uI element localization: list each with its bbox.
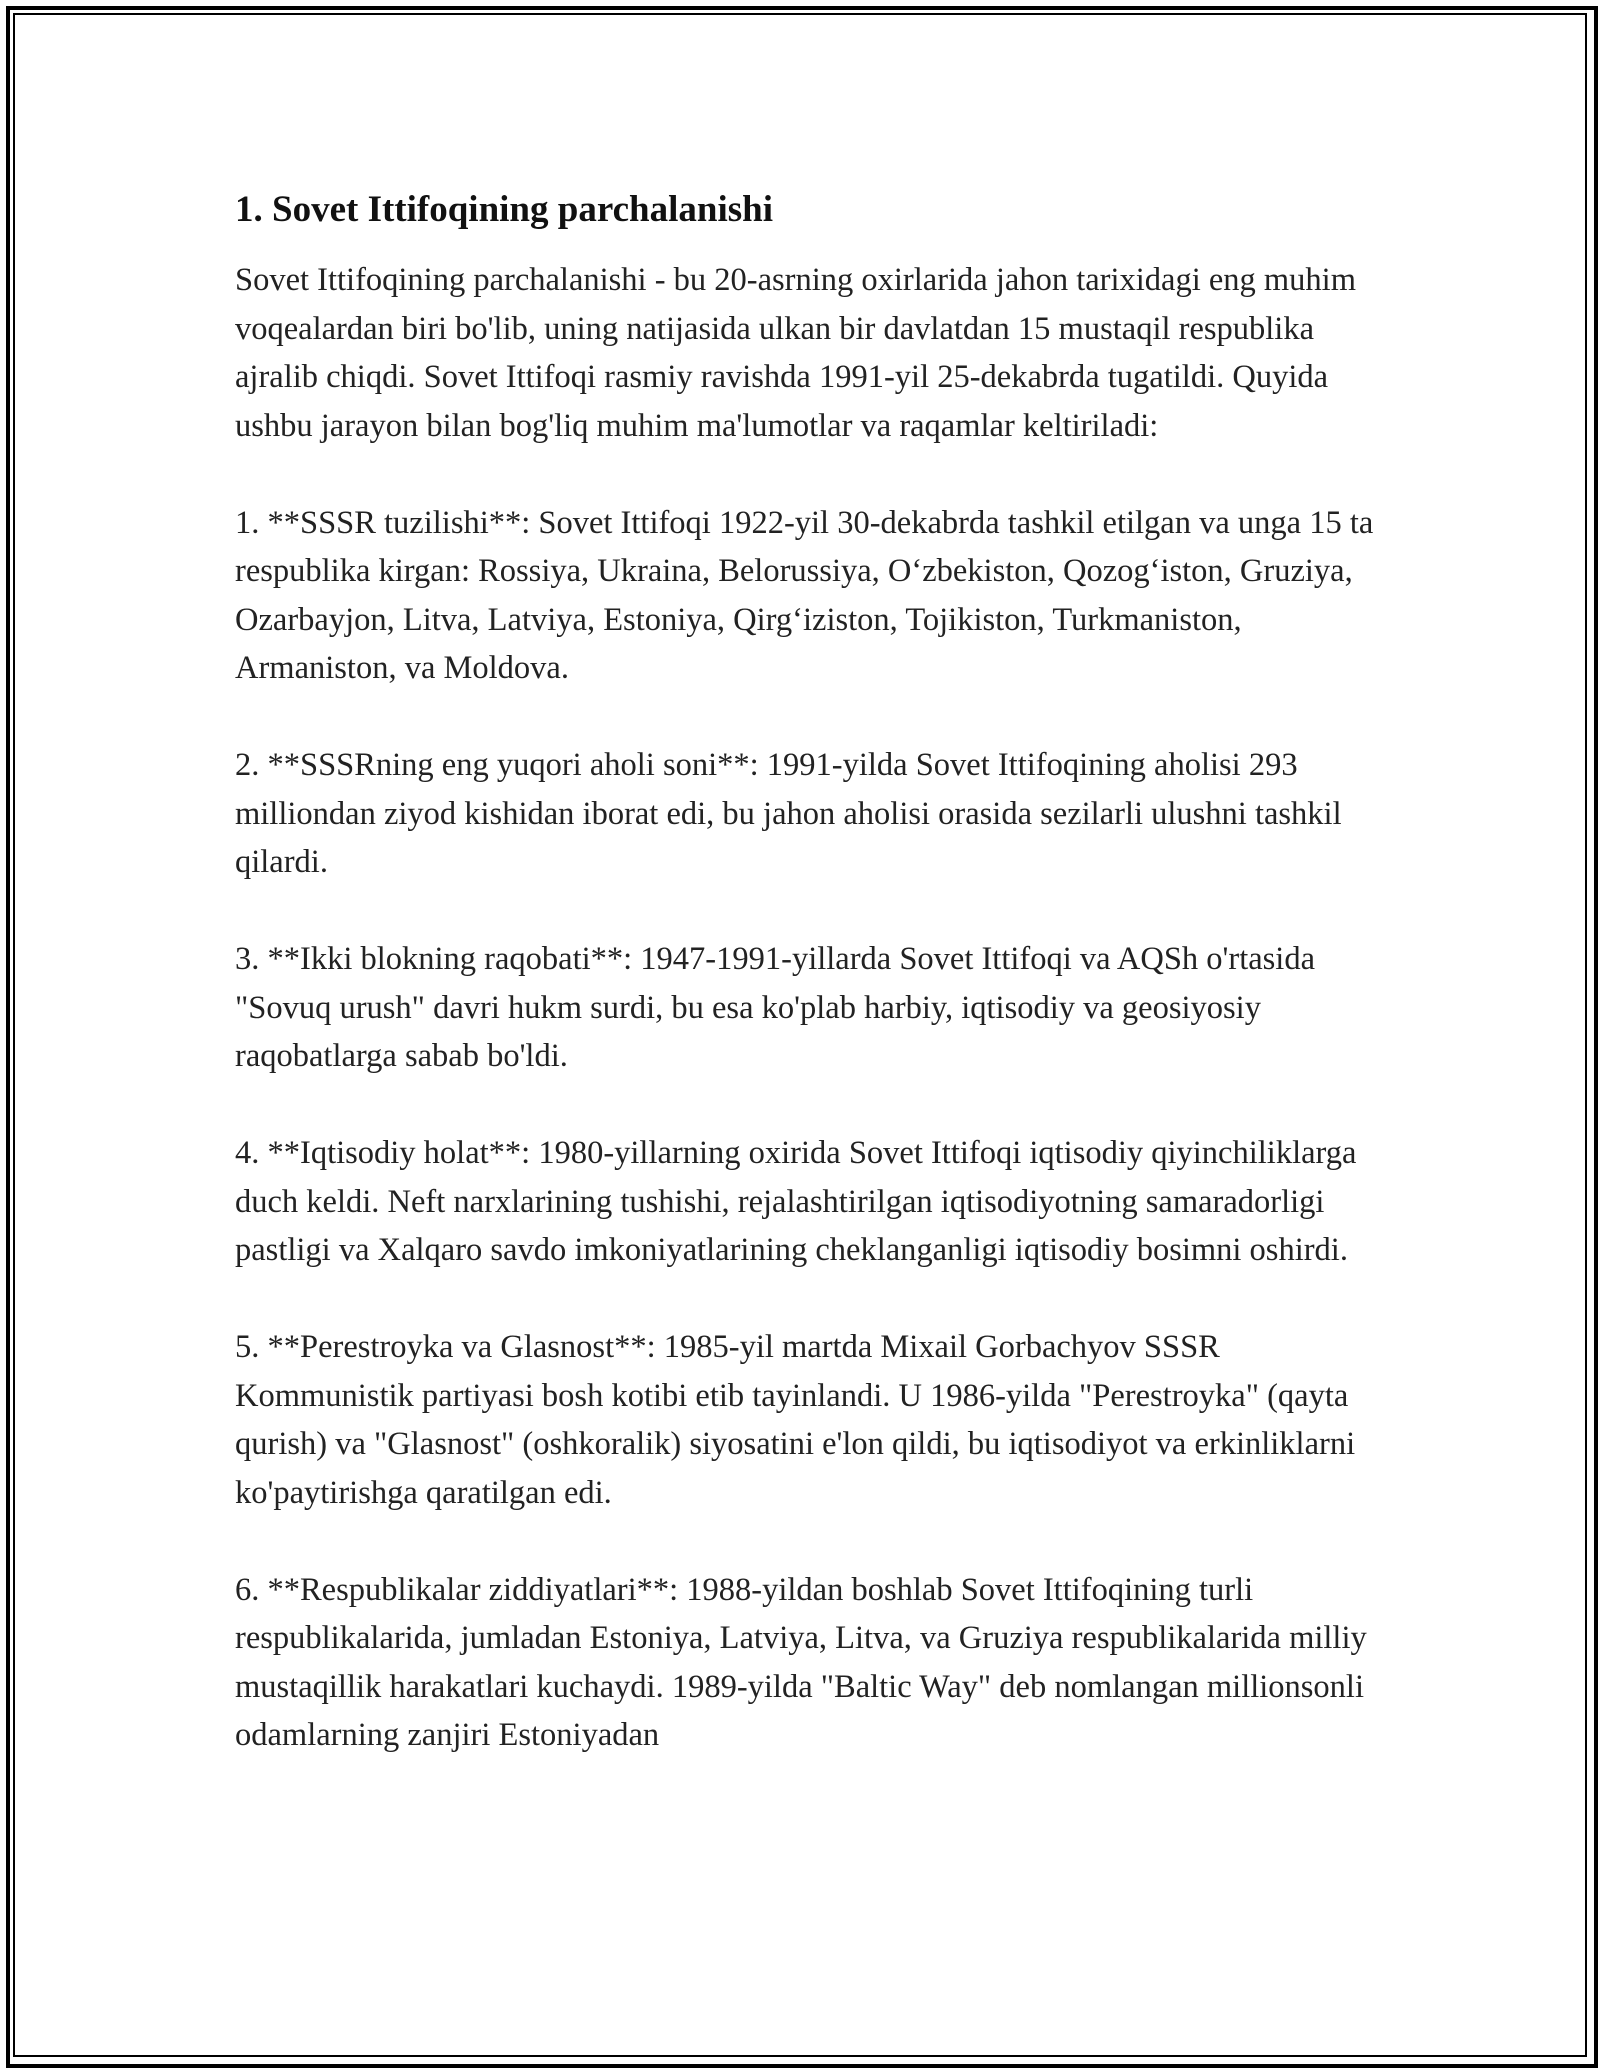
document-title: 1. Sovet Ittifoqining parchalanishi <box>235 189 773 230</box>
paragraph-ikki-blok: 3. **Ikki blokning raqobati**: 1947-1991-yillarda Sovet Ittifoqi va AQSh o'rtasida "Sovuq urush" davri hukm surdi, bu esa ko'plab harbiy, iqtisodiy va geosiyosiy raqobatlarga sabab bo'ldi. <box>235 941 1316 1074</box>
paragraph-respublikalar: 6. **Respublikalar ziddiyatlari**: 1988-yildan boshlab Sovet Ittifoqining turli respublikalarida, jumladan Estoniya, Latviya, Litva, va Gruziya respublikalarida milliy mustaqillik harakatlari kuchaydi. 1989-yilda "Baltic Way" deb nomlangan millionsonli odamlarning zanjiri Estoniyadan <box>235 1571 1367 1753</box>
paragraph-perestroyka: 5. **Perestroyka va Glasnost**: 1985-yil martda Mixail Gorbachyov SSSR Kommunistik partiyasi bosh kotibi etib tayinlandi. U 1986-yilda "Perestroyka" (qayta qurish) va "Glasnost" (oshkoralik) siyosatini e'lon qildi, bu iqtisodiyot va erkinliklarni ko'paytirishga qaratilgan edi. <box>235 1329 1356 1511</box>
paragraph-sssr-tuzilishi: 1. **SSSR tuzilishi**: Sovet Ittifoqi 1922-yil 30-dekabrda tashkil etilgan va unga 15 ta respublika kirgan: Rossiya, Ukraina, Belorussiya, O‘zbekiston, Qozog‘iston, Gruziya, Ozarbayjon, Litva, Latviya, Estoniya, Qirg‘iziston, Tojikiston, Turkmaniston, Armaniston, va Moldova. <box>235 504 1374 686</box>
intro-paragraph: Sovet Ittifoqining parchalanishi - bu 20-asrning oxirlarida jahon tarixidagi eng muhim voqealardan biri bo'lib, uning natijasida ulkan bir davlatdan 15 mustaqil respublika ajralib chiqdi. Sovet Ittifoqi rasmiy ravishda 1991-yil 25-dekabrda tugatildi. Quyida ushbu jarayon bilan bog'liq muhim ma'lumotlar va raqamlar keltiriladi: <box>235 262 1356 444</box>
document-body <box>235 186 1375 1760</box>
paragraph-iqtisodiy-holat: 4. **Iqtisodiy holat**: 1980-yillarning oxirida Sovet Ittifoqi iqtisodiy qiyinchiliklarga duch keldi. Neft narxlarining tushishi, rejalashtirilgan iqtisodiyotning samaradorligi pastligi va Xalqaro savdo imkoniyatlarining cheklanganligi iqtisodiy bosimni oshirdi. <box>235 1135 1357 1268</box>
paragraph-aholi-soni: 2. **SSSRning eng yuqori aholi soni**: 1991-yilda Sovet Ittifoqining aholisi 293 milliondan ziyod kishidan iborat edi, bu jahon aholisi orasida sezilarli ulushni tashkil qilardi. <box>235 747 1342 880</box>
